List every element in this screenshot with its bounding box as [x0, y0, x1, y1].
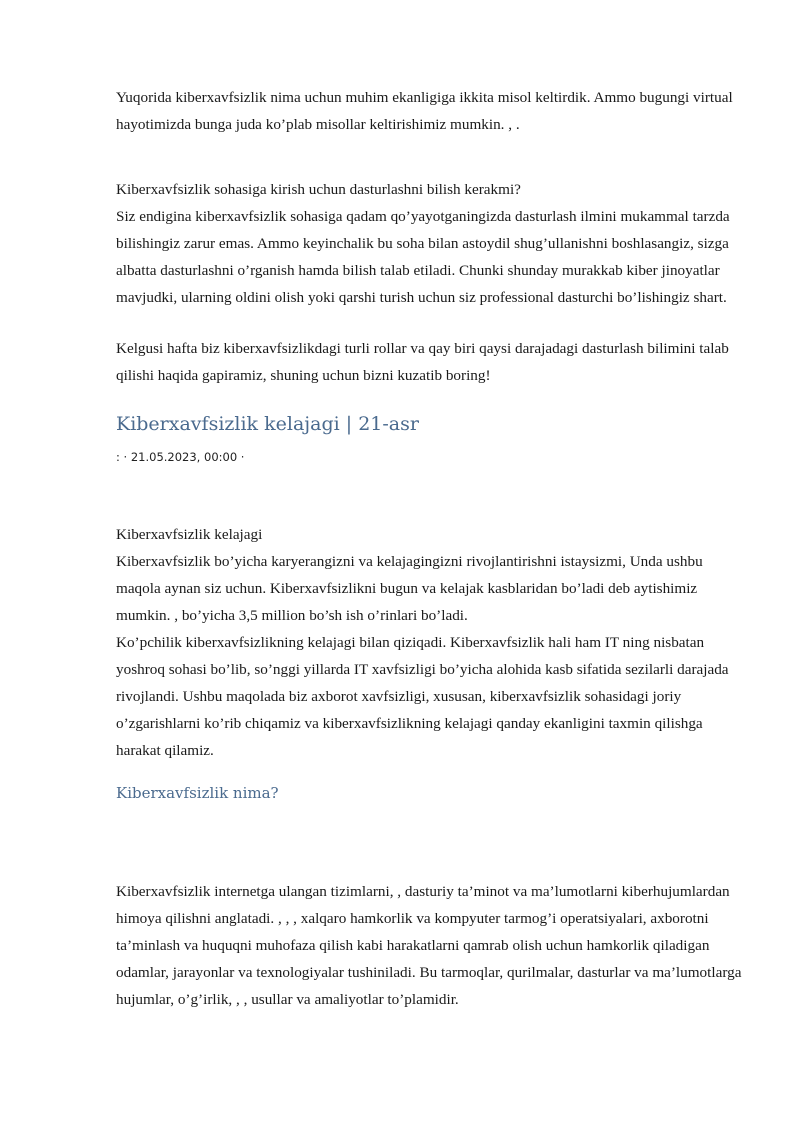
article-meta: : · 21.05.2023, 00:00 ·: [116, 450, 245, 464]
article-paragraph-2: Ko’pchilik kiberxavfsizlikning kelajagi bilan qiziqadi. Kiberxavfsizlik hali ham IT ning nisbatan yoshroq sohasi bo’lib, so’nggi yillarda IT xavfsizligi bo’yicha alohida kasb sifatida sezilarli darajada rivojlandi. Ushbu maqolada biz axborot xavfsizligi, xususan, kiberxavfsizlik sohasidagi joriy o’zgarishlarni ko’rib chiqamiz va kiberxavfsizlikning kelajagi qanday ekanligini taxmin qilishga harakat qilamiz.: [116, 634, 729, 759]
article-title: Kiberxavfsizlik kelajagi | 21-asr: [116, 413, 419, 435]
subtitle-line: Kiberxavfsizlik kelajagi: [116, 526, 263, 543]
document-page: [116, 84, 742, 1013]
intro-paragraph: Yuqorida kiberxavfsizlik nima uchun muhim ekanligiga ikkita misol keltirdik. Ammo bugungi virtual hayotimizda bunga juda ko’plab misollar keltirishimiz mumkin. , .: [116, 89, 733, 133]
spacer: [116, 804, 742, 878]
section-paragraph: Kiberxavfsizlik internetga ulangan tizimlarni, , dasturiy ta’minot va ma’lumotlarni kiberhujumlardan himoya qilishni anglatadi. , , , xalqaro hamkorlik va kompyuter tarmog’i operatsiyalari, axborotni ta’minlash va huquqni muhofaza qilish kabi harakatlarni qamrab olish uchun hamkorlik qiladigan odamlar, jarayonlar va texnologiyalar tushiniladi. Bu tarmoqlar, qurilmalar, dasturlar va ma’lumotlarga hujumlar, o’g’irlik, , , usullar va amaliyotlar to’plamidir.: [116, 883, 742, 1008]
spacer: [116, 465, 742, 521]
spacer: [116, 138, 742, 176]
spacer: [116, 311, 742, 335]
section-heading: Kiberxavfsizlik nima?: [116, 784, 279, 802]
article-paragraph-1: Kiberxavfsizlik bo’yicha karyerangizni va kelajagingizni rivojlantirishni istaysizmi, Unda ushbu maqola aynan siz uchun. Kiberxavfsizlikni bugun va kelajak kasblaridan bo’ladi deb aytishimiz mumkin. , bo’yicha 3,5 million bo’sh ish o’rinlari bo’ladi.: [116, 553, 703, 624]
outro-paragraph: Kelgusi hafta biz kiberxavfsizlikdagi turli rollar va qay biri qaysi darajadagi dasturlash bilimini talab qilishi haqida gapiramiz, shuning uchun bizni kuzatib boring!: [116, 340, 729, 384]
answer-paragraph: Siz endigina kiberxavfsizlik sohasiga qadam qo’yayotganingizda dasturlash ilmini mukammal tarzda bilishingiz zarur emas. Ammo keyinchalik bu soha bilan astoydil shug’ullanishni boshlasangiz, sizga albatta dasturlashni o’rganish hamda bilish talab etiladi. Chunki shunday murakkab kiber jinoyatlar mavjudki, ularning oldini olish yoki qarshi turish uchun siz professional dasturchi bo’lishingiz shart.: [116, 208, 730, 306]
question-line: Kiberxavfsizlik sohasiga kirish uchun dasturlashni bilish kerakmi?: [116, 181, 521, 198]
